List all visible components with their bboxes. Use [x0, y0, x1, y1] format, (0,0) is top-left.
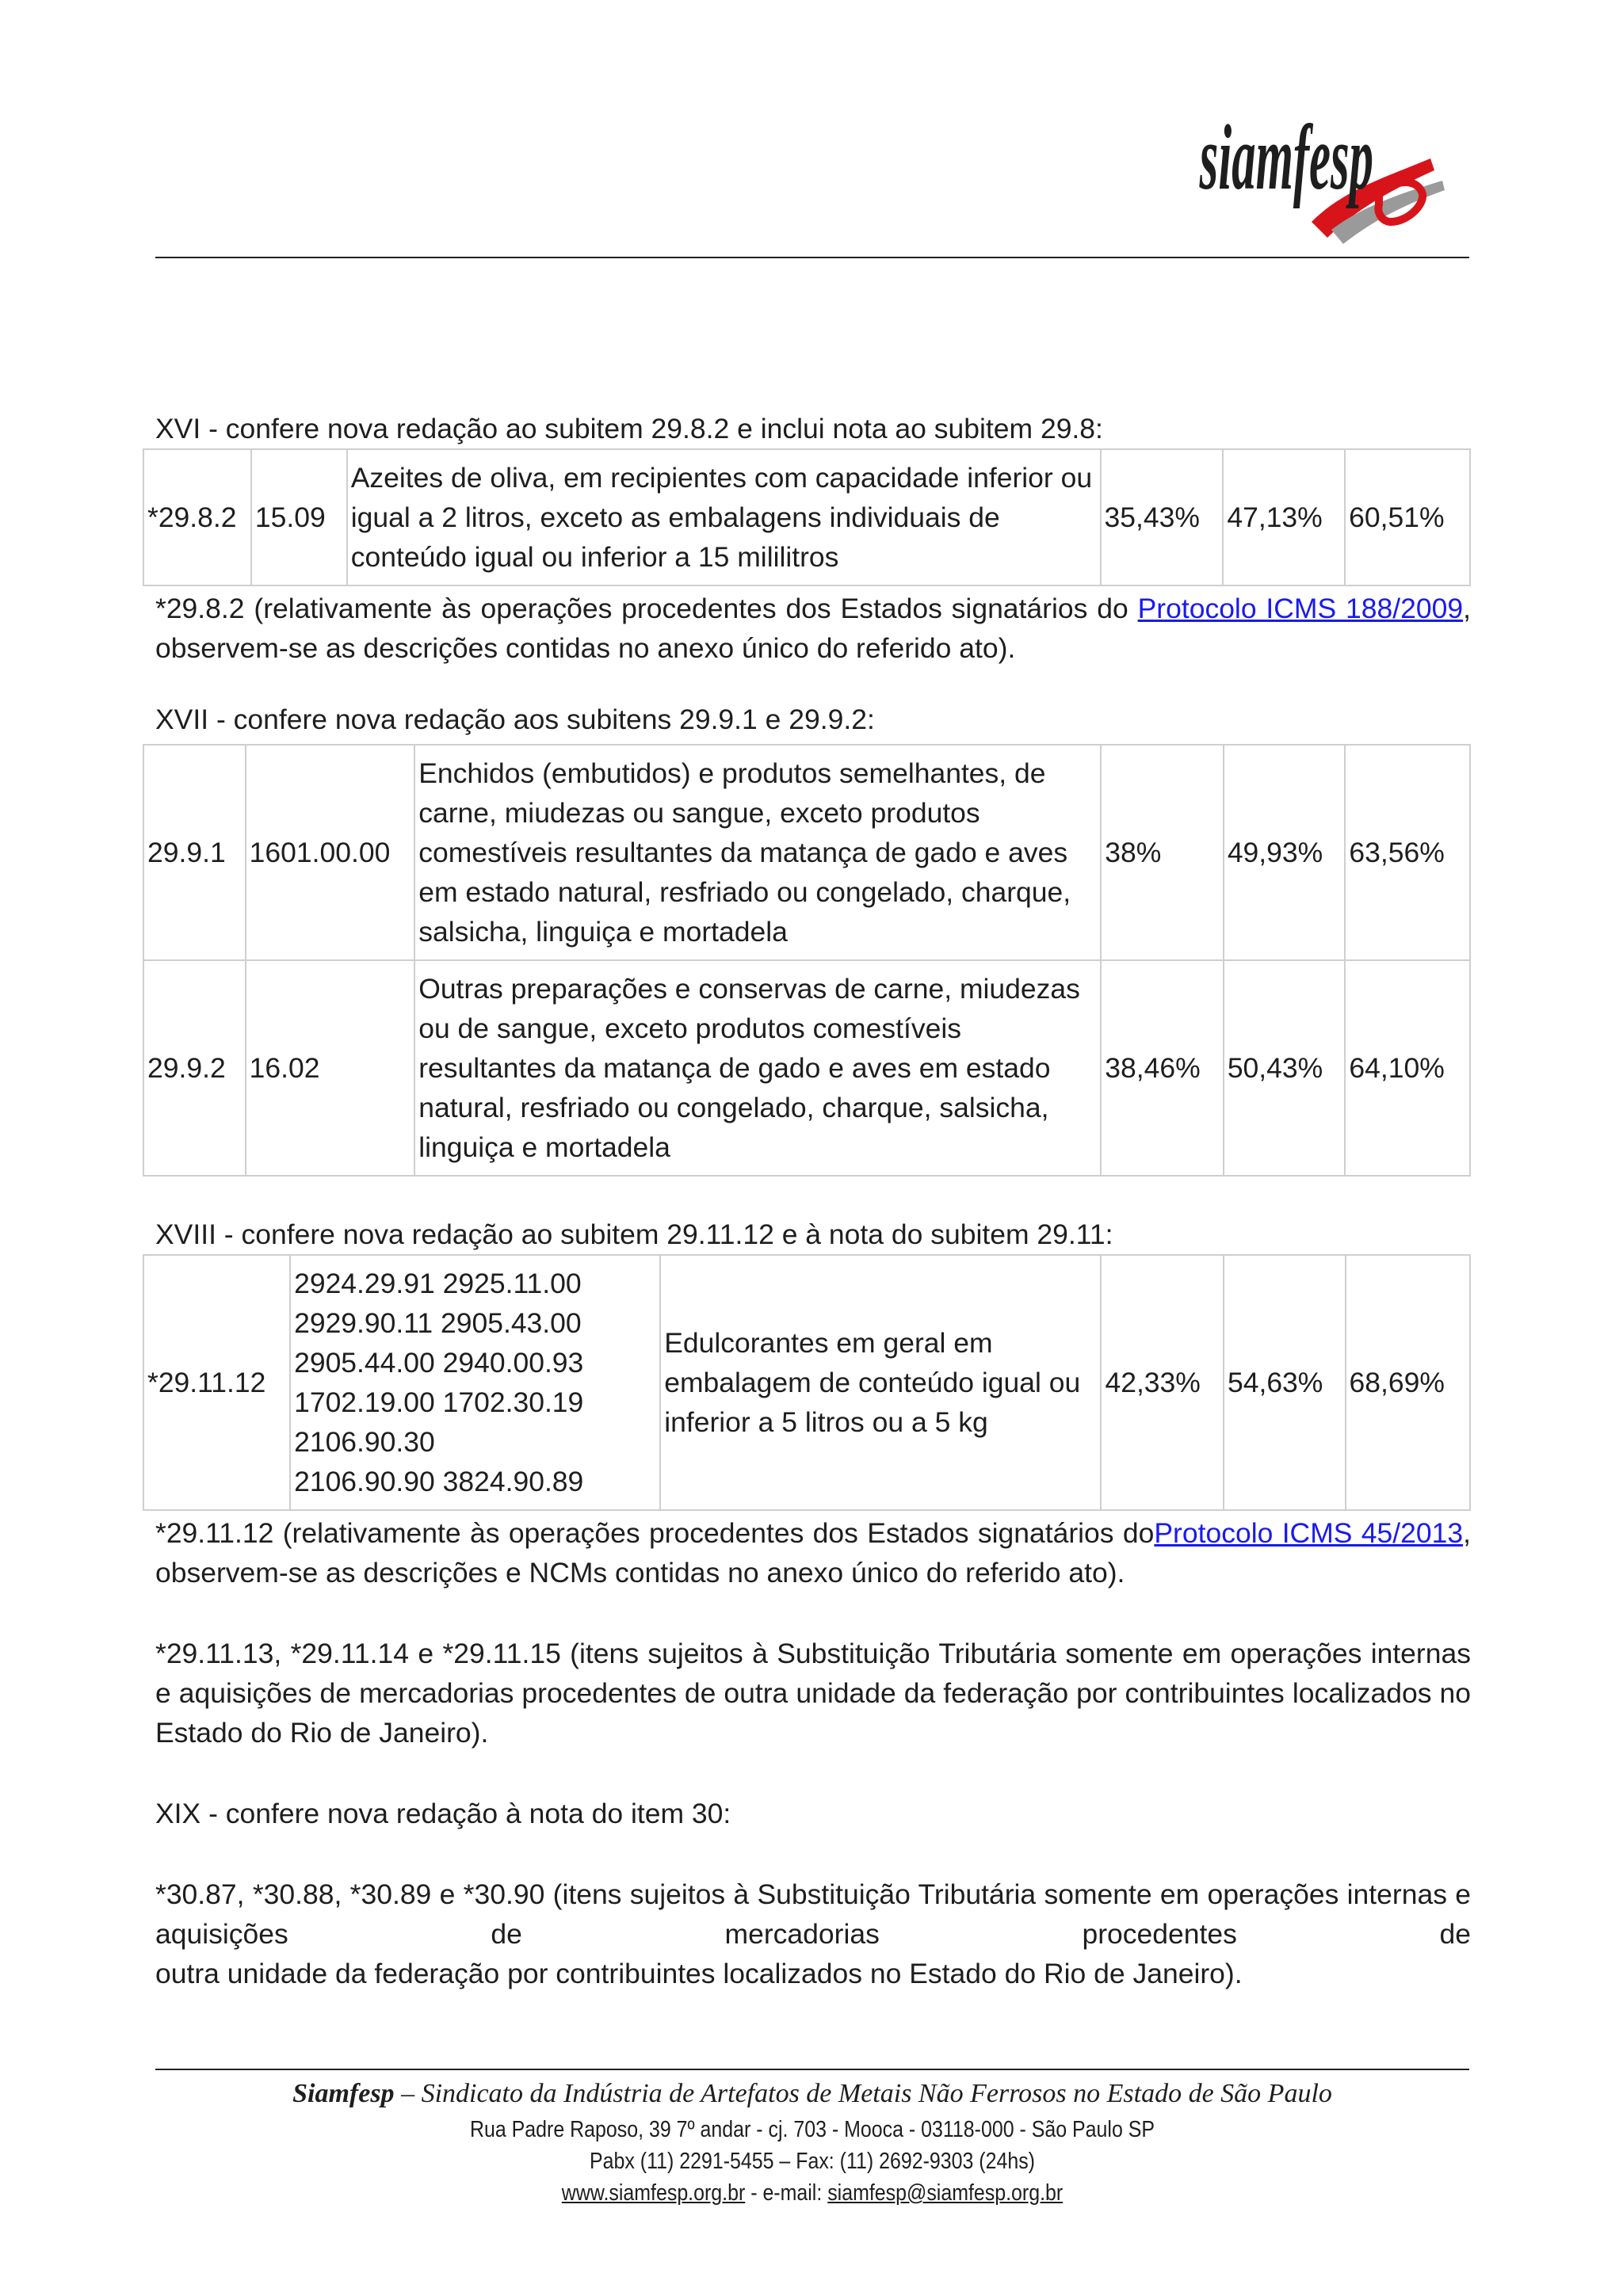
note-29-11-12: *29.11.12 (relativamente às operações procedentes dos Estados signatários doProtocolo ICMS 45/2013, observem-se as descrições e NCMs contidas no anexo único do referido ato). — [155, 1517, 1471, 1589]
table-row — [143, 960, 1470, 1176]
table-row — [143, 449, 1470, 585]
document-body — [147, 409, 1471, 1993]
siamfesp-logo — [1193, 103, 1446, 254]
footer — [155, 2074, 1469, 2209]
footer-address: Rua Padre Raposo, 39 7º andar - cj. 703 - Mooca - 03118-000 - São Paulo SP — [469, 2117, 1155, 2142]
section-xviii-title: XVIII - confere nova redação ao subitem 29.11.12 e à nota do subitem 29.11: — [155, 1219, 1113, 1250]
cell-ncm: 1601.00.00 — [246, 745, 415, 960]
cell-mva-1: 42,33% — [1101, 1255, 1224, 1510]
cell-ncm: 16.02 — [246, 960, 415, 1176]
footer-org-desc: – Sindicato da Indústria de Artefatos de Metais Não Ferrosos no Estado de São Paulo — [394, 2079, 1332, 2108]
table-row — [143, 1255, 1470, 1510]
paragraph-item-30-line2: outra unidade da federação por contribuintes localizados no Estado do Rio de Janeiro). — [155, 1958, 1243, 1989]
ncm-line: 2905.44.00 2940.00.93 — [294, 1347, 584, 1379]
footer-org-line — [155, 2074, 1469, 2114]
ncm-line: 1702.19.00 1702.30.19 — [294, 1386, 584, 1418]
cell-ncm: 15.09 — [251, 449, 347, 585]
paragraph-29-11-13: *29.11.13, *29.11.14 e *29.11.15 (itens sujeitos à Substituição Tributária somente em operações internas e aquisições de mercadorias procedentes de outra unidade da federação por contribuintes localizados no Estado do Rio de Janeiro). — [155, 1638, 1471, 1749]
cell-description: Azeites de oliva, em recipientes com capacidade inferior ou igual a 2 litros, exceto as embalagens individuais de conteúdo igual ou inferior a 15 mililitros — [347, 449, 1101, 585]
cell-mva-3: 64,10% — [1345, 960, 1470, 1176]
cell-description: Edulcorantes em geral em embalagem de conteúdo igual ou inferior a 5 litros ou a 5 kg — [660, 1255, 1101, 1510]
cell-mva-1: 38,46% — [1101, 960, 1224, 1176]
cell-description: Outras preparações e conservas de carne, miudezas ou de sangue, exceto produtos comestíveis resultantes da matança de gado e aves em estado natural, resfriado ou congelado, charque, salsicha, linguiça e mortadela — [414, 960, 1101, 1176]
ncm-line: 2106.90.90 3824.90.89 — [294, 1466, 584, 1497]
cell-item: 29.9.1 — [143, 745, 246, 960]
note-29-8-2: *29.8.2 (relativamente às operações procedentes dos Estados signatários do Protocolo ICMS 188/2009, observem-se as descrições contidas no anexo único do referido ato). — [155, 593, 1471, 664]
table-row — [143, 745, 1470, 960]
footer-contact: www.siamfesp.org.br - e-mail: siamfesp@siamfesp.org.br — [561, 2180, 1064, 2206]
paragraph-item-30-line1: *30.87, *30.88, *30.89 e *30.90 (itens sujeitos à Substituição Tributária somente em operações internas e aquisições de mercadorias procedentes de — [155, 1878, 1471, 1950]
footer-phones: Pabx (11) 2291-5455 – Fax: (11) 2692-9303 (24hs) — [590, 2149, 1035, 2174]
protocolo-icms-45-2013-link[interactable]: Protocolo ICMS 45/2013 — [1154, 1517, 1464, 1549]
cell-mva-2: 49,93% — [1224, 745, 1346, 960]
header-divider — [155, 257, 1469, 258]
section-xvi-title: XVI - confere nova redação ao subitem 29.8.2 e inclui nota ao subitem 29.8: — [155, 413, 1103, 444]
section-xix-title: XIX - confere nova redação à nota do item 30: — [155, 1798, 731, 1829]
ncm-line: 2106.90.30 — [294, 1426, 435, 1458]
cell-mva-3: 60,51% — [1345, 449, 1470, 585]
table-xvi — [143, 448, 1471, 586]
section-xvii-title: XVII - confere nova redação aos subitens 29.9.1 e 29.9.2: — [155, 704, 875, 735]
footer-website-link[interactable]: www.siamfesp.org.br — [561, 2180, 746, 2206]
cell-mva-2: 50,43% — [1224, 960, 1346, 1176]
cell-item: *29.11.12 — [143, 1255, 290, 1510]
cell-description: Enchidos (embutidos) e produtos semelhantes, de carne, miudezas ou sangue, exceto produtos comestíveis resultantes da matança de gado e aves em estado natural, resfriado ou congelado, charque, salsicha, linguiça e mortadela — [414, 745, 1101, 960]
footer-divider — [155, 2069, 1469, 2070]
footer-org-name: Siamfesp — [292, 2079, 395, 2108]
table-xvii — [143, 744, 1471, 1177]
cell-item: 29.9.2 — [143, 960, 246, 1176]
protocolo-icms-188-2009-link[interactable]: Protocolo ICMS 188/2009 — [1137, 593, 1464, 624]
table-xviii — [143, 1254, 1471, 1511]
cell-item: *29.8.2 — [143, 449, 251, 585]
ncm-line: 2929.90.11 2905.43.00 — [294, 1307, 582, 1339]
cell-mva-3: 63,56% — [1345, 745, 1470, 960]
cell-mva-1: 35,43% — [1101, 449, 1224, 585]
cell-ncm-list — [290, 1255, 660, 1510]
cell-mva-2: 54,63% — [1224, 1255, 1346, 1510]
cell-mva-1: 38% — [1101, 745, 1224, 960]
ncm-line: 2924.29.91 2925.11.00 — [294, 1268, 582, 1299]
cell-mva-3: 68,69% — [1346, 1255, 1471, 1510]
logo-text: siamfesp — [1199, 106, 1374, 210]
footer-email-link[interactable]: siamfesp@siamfesp.org.br — [827, 2180, 1064, 2206]
cell-mva-2: 47,13% — [1223, 449, 1345, 585]
